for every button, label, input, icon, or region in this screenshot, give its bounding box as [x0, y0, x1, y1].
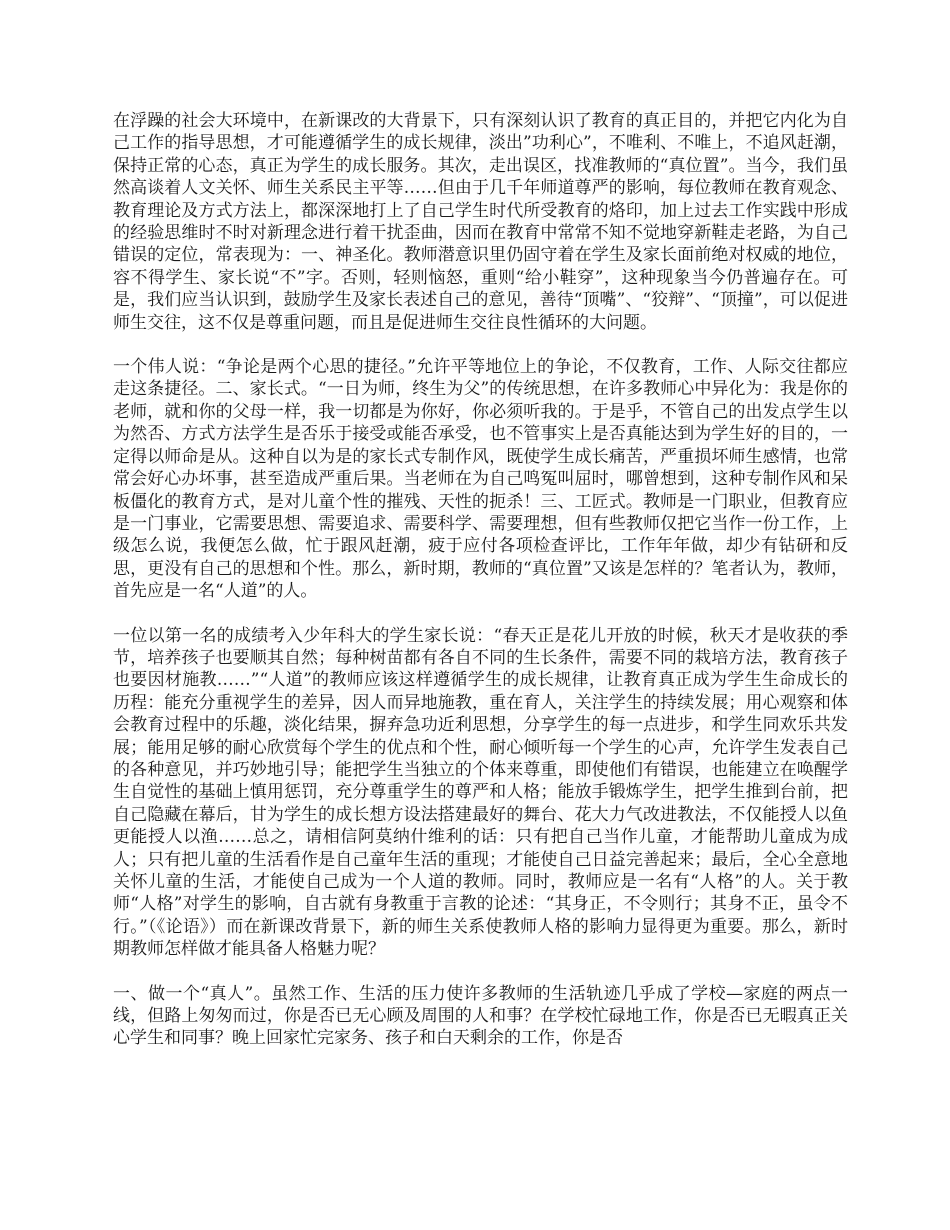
- document-body: [113, 110, 848, 1072]
- paragraph-1: 在浮躁的社会大环境中，在新课改的大背景下，只有深刻认识了教育的真正目的，并把它内化为自己工作的指导思想，才可能遵循学生的成长规律，淡出”功利心”，不唯利、不唯上，不追风赶潮，保持正常的心态，真正为学生的成长服务。其次，走出误区，找准教师的“真位置”。当今，我们虽然高谈着人文关怀、师生关系民主平等……但由于几千年师道尊严的影响，每位教师在教育观念、教育理论及方式方法上，都深深地打上了自己学生时代所受教育的烙印，加上过去工作实践中形成的经验思维时不时对新理念进行着干扰歪曲，因而在教育中常常不知不觉地穿新鞋走老路，为自己错误的定位，常表现为：一、神圣化。教师潜意识里仍固守着在学生及家长面前绝对权威的地位，容不得学生、家长说“不”字。否则，轻则恼怒，重则“给小鞋穿”，这种现象当今仍普遍存在。可是，我们应当认识到，鼓励学生及家长表述自己的意见，善待“顶嘴”、“狡辩”、“顶撞”，可以促进师生交往，这不仅是尊重问题，而且是促进师生交往良性循环的大问题。: [113, 111, 848, 333]
- paragraph-4: 一、做一个“真人”。虽然工作、生活的压力使许多教师的生活轨迹几乎成了学校—家庭的两点一线，但路上匆匆而过，你是否已无心顾及周围的人和事？在学校忙碌地工作，你是否已无暇真正关心学生和同事？晚上回家忙完家务、孩子和白天剩余的工作，你是否: [113, 983, 848, 1049]
- paragraph-2: 一个伟人说：“争论是两个心思的捷径。”允许平等地位上的争论，不仅教育，工作、人际交往都应走这条捷径。二、家长式。“一日为师，终生为父”的传统思想，在许多教师心中异化为：我是你的老师，就和你的父母一样，我一切都是为你好，你必须听我的。于是乎，不管自己的出发点学生以为然否、方式方法学生是否乐于接受或能否承受，也不管事实上是否真能达到为学生好的目的，一定得以师命是从。这种自以为是的家长式专制作风，既使学生成长痛苦，严重损坏师生感情，也常常会好心办坏事，甚至造成严重后果。当老师在为自己鸣冤叫屈时，哪曾想到，这种专制作风和呆板僵化的教育方式，是对儿童个性的摧残、天性的扼杀！三、工匠式。教师是一门职业，但教育应是一门事业，它需要思想、需要追求、需要科学、需要理想，但有些教师仅把它当作一份工作，上级怎么说，我便怎么做，忙于跟风赶潮，疲于应付各项检查评比，工作年年做，却少有钻研和反思，更没有自己的思想和个性。那么，新时期，教师的“真位置”又该是怎样的？笔者认为，教师，首先应是一名“人道”的人。: [113, 357, 848, 602]
- paragraph-3: 一位以第一名的成绩考入少年科大的学生家长说：“春天正是花儿开放的时候，秋天才是收获的季节，培养孩子也要顺其自然；每种树苗都有各自不同的生长条件，需要不同的栽培方法，教育孩子也要因材施教……”“人道”的教师应该这样遵循学生的成长规律，让教育真正成为学生生命成长的历程：能充分重视学生的差异，因人而异地施教，重在育人，关注学生的持续发展；用心观察和体会教育过程中的乐趣，淡化结果，摒弃急功近利思想，分享学生的每一点进步，和学生同欢乐共发展；能用足够的耐心欣赏每个学生的优点和个性，耐心倾听每一个学生的心声，允许学生发表自己的各种意见，并巧妙地引导；能把学生当独立的个体来尊重，即使他们有错误，也能建立在唤醒学生自觉性的基础上慎用惩罚，充分尊重学生的尊严和人格；能放手锻炼学生，把学生推到台前，把自己隐藏在幕后，甘为学生的成长想方设法搭建最好的舞台、花大力气改进教法，不仅能授人以鱼更能授人以渔……总之，请相信阿莫纳什维利的话：只有把自己当作儿童，才能帮助儿童成为成人；只有把儿童的生活看作是自己童年生活的重现；才能使自己日益完善起来；最后，全心全意地关怀儿童的生活，才能使自己成为一个人道的教师。同时，教师应是一名有“人格”的人。关于教师“人格”对学生的影响，自古就有身教重于言教的论述：“其身正，不令则行；其身不正，虽令不行。”（《论语》）而在新课改背景下，新的师生关系使教师人格的影响力显得更为重要。那么，新时期教师怎样做才能具备人格魅力呢？: [113, 625, 848, 960]
